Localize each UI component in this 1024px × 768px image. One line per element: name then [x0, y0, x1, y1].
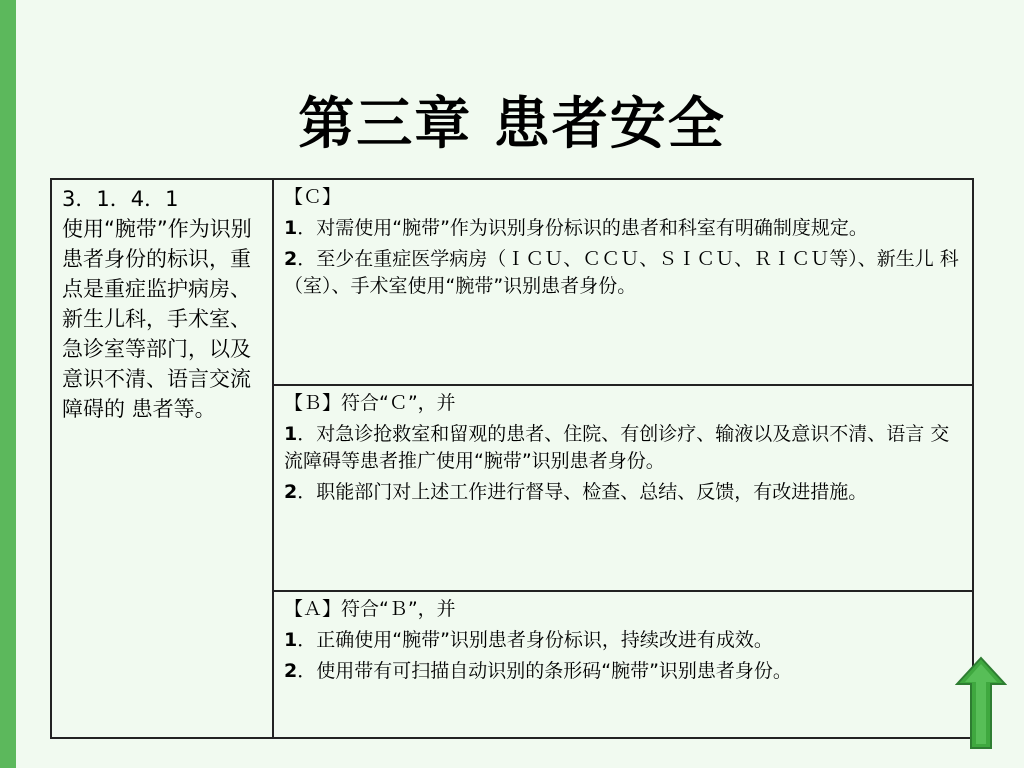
standard-code: 3．1．4．1	[62, 187, 179, 211]
grade-a-cell	[273, 591, 973, 738]
standard-cell	[51, 179, 273, 738]
grade-item	[284, 421, 966, 475]
grade-heading: 【Ｂ】符合“Ｃ”，并	[284, 391, 456, 414]
grade-item	[284, 627, 966, 654]
slide-title: 第三章 患者安全	[298, 90, 726, 157]
item-number: 2	[284, 248, 298, 270]
grade-item	[284, 215, 966, 242]
item-text: ．正确使用“腕带”识别患者身份标识，持续改进有成效。	[297, 629, 773, 652]
item-number: 2	[284, 480, 298, 503]
grade-item	[284, 658, 966, 685]
item-number: 1	[284, 629, 298, 652]
item-text: ．对急诊抢救室和留观的患者、住院、有创诊疗、输液以及意识不清、语言 交流障碍等患者推广使用“腕带”识别患者身份。	[284, 422, 950, 472]
item-text: ．使用带有可扫描自动识别的条形码“腕带”识别患者身份。	[297, 660, 792, 683]
item-number: 1	[284, 422, 298, 445]
grade-heading: 【Ａ】符合“Ｂ”，并	[284, 598, 456, 621]
item-text: ．职能部门对上述工作进行督导、检查、总结、反馈，有改进措施。	[297, 480, 868, 503]
grade-c-cell	[273, 179, 973, 385]
standard-table	[50, 178, 974, 739]
standard-description: 使用“腕带”作为识别 患者身份的标识，重点是重症监护病房、新生儿科，手术室、急诊室等部门，以及意识不清、语言交流障碍的 患者等。	[62, 217, 252, 421]
grade-heading: 【Ｃ】	[284, 186, 342, 208]
item-text: ．对需使用“腕带”作为识别身份标识的患者和科室有明确制度规定。	[297, 217, 868, 239]
up-arrow-icon[interactable]	[955, 656, 1007, 750]
grade-item	[284, 246, 966, 300]
item-number: 2	[284, 660, 298, 683]
table-row	[51, 179, 973, 385]
grade-item	[284, 479, 966, 506]
item-number: 1	[284, 217, 298, 239]
item-text: ．至少在重症医学病房（ＩＣＵ、ＣＣＵ、ＳＩＣＵ、ＲＩＣＵ等）、新生儿 科（室）、手术室使用“腕带”识别患者身份。	[284, 248, 959, 297]
grade-b-cell	[273, 385, 973, 592]
